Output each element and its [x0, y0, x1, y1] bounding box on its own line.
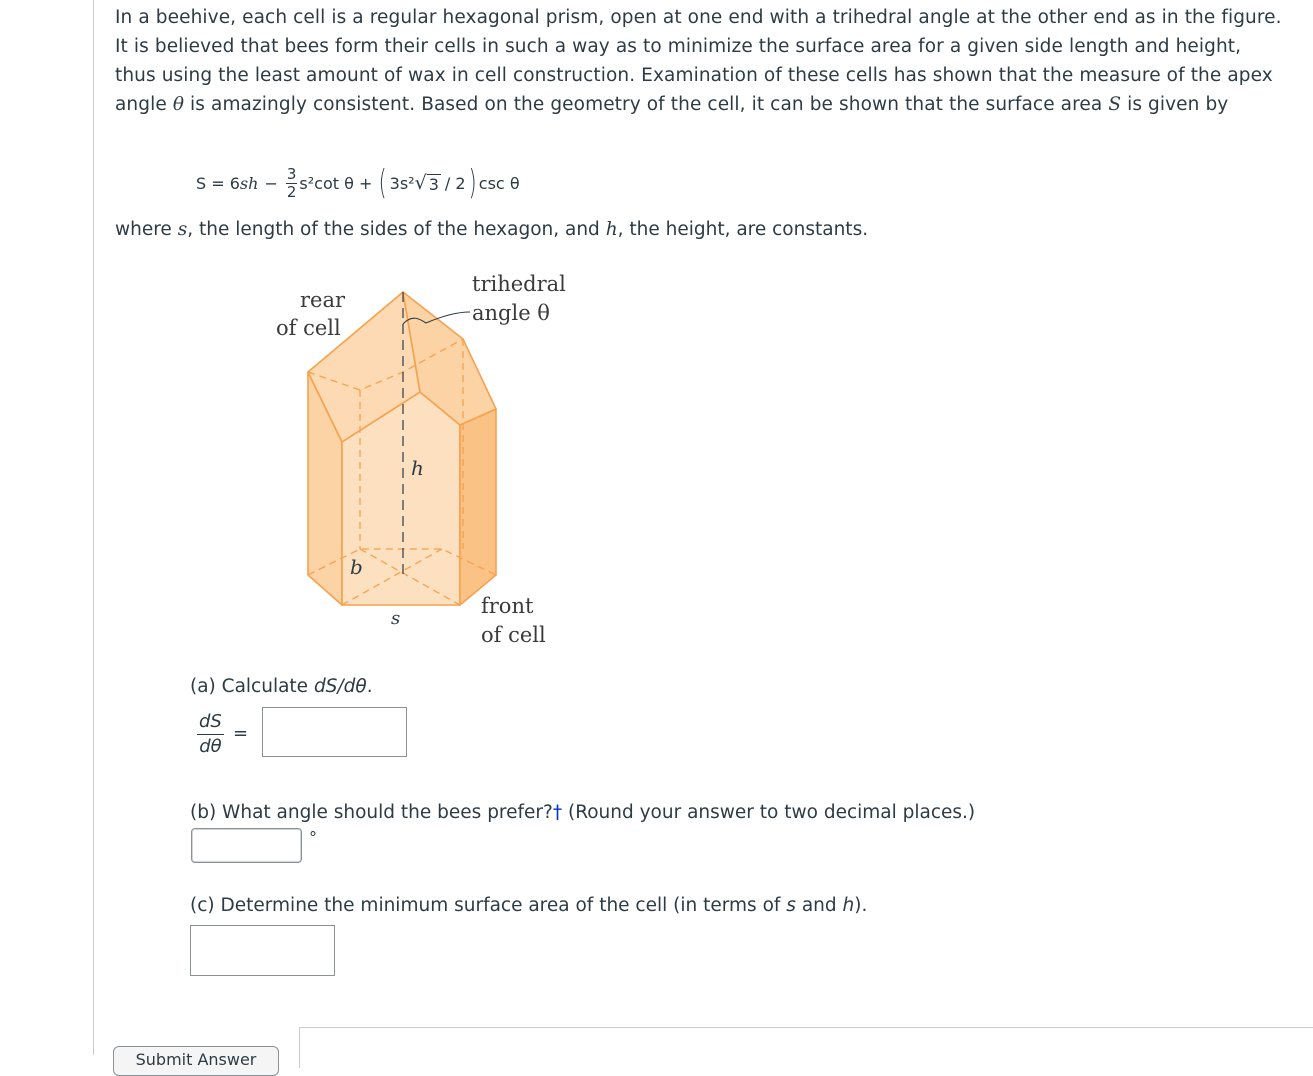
- part-a-text-2: .: [366, 676, 373, 697]
- formula-frac-num: 3: [286, 164, 297, 183]
- part-c-question: [190, 895, 867, 916]
- front-label-1: front: [481, 594, 534, 618]
- part-a-derivative: [197, 710, 224, 759]
- trihedral-label-1: trihedral: [472, 272, 566, 296]
- problem-intro: [115, 3, 1285, 119]
- part-a-denominator: dθ: [199, 736, 222, 757]
- where-s: s: [177, 219, 188, 240]
- part-a-equals: =: [233, 723, 249, 744]
- formula-tail: csc θ: [478, 173, 520, 193]
- rear-label-2: of cell: [276, 316, 341, 340]
- formula-fraction: [286, 166, 298, 201]
- where-text-2: , the length of the sides of the hexagon, and: [187, 219, 606, 240]
- h-label: h: [411, 456, 424, 480]
- part-c-h: h: [842, 895, 855, 916]
- intro-theta: θ: [172, 94, 185, 115]
- formula-inner: 3s²: [389, 173, 415, 193]
- intro-text-3: is given by: [1121, 94, 1229, 115]
- part-b-answer-input[interactable]: [191, 828, 302, 863]
- front-label-2: of cell: [481, 623, 546, 647]
- formula-frac-den: 2: [286, 182, 297, 201]
- part-c-text-2: ).: [854, 895, 868, 916]
- b-label: b: [350, 555, 363, 579]
- part-a-numerator: dS: [197, 710, 224, 735]
- where-h: h: [605, 219, 618, 240]
- formula-divide: / 2: [444, 173, 466, 193]
- part-c-answer-input[interactable]: [190, 925, 335, 976]
- part-a-text-1: (a) Calculate: [190, 676, 314, 697]
- bottom-panel: [299, 1027, 1313, 1068]
- degree-unit: °: [309, 828, 317, 847]
- part-c-s: s: [786, 895, 796, 916]
- left-divider: [93, 0, 94, 1055]
- formula-sh: sh: [239, 173, 259, 193]
- constants-note: [115, 219, 868, 240]
- part-b-text-1: (b) What angle should the bees prefer?: [190, 802, 553, 823]
- part-a-question: [190, 676, 373, 697]
- intro-S: S: [1108, 94, 1122, 115]
- part-c-text-1: (c) Determine the minimum surface area of the cell (in terms of: [190, 895, 787, 916]
- surface-area-formula: [196, 160, 520, 206]
- intro-text-1: In a beehive, each cell is a regular hexagonal prism, open at one end with a trihedral angle at the other end as in the figure. It is believed that bees form their cells in such a way as to minimize the surface area for a given side length and height, thus using the least amount of wax in cell construction. Examination of these cells has shown that the measure of the apex angle: [115, 7, 1282, 115]
- cell-right-face: [460, 409, 496, 605]
- part-b-text-2: (Round your answer to two decimal places.): [562, 802, 976, 823]
- part-a-expr: dS/dθ: [313, 676, 367, 697]
- formula-sqrt: √ 3: [414, 172, 439, 194]
- part-b-question: [190, 802, 975, 823]
- formula-close-paren: ): [468, 163, 477, 203]
- rear-label-1: rear: [300, 288, 346, 312]
- formula-radicand: 3: [428, 175, 439, 194]
- where-text-1: where: [115, 219, 178, 240]
- part-b-dagger-link[interactable]: †: [552, 802, 563, 823]
- where-text-3: , the height, are constants.: [617, 219, 869, 240]
- formula-lhs: S = 6: [196, 173, 240, 193]
- part-c-and: and: [795, 895, 843, 916]
- submit-answer-button[interactable]: Submit Answer: [113, 1046, 279, 1076]
- intro-text-2: is amazingly consistent. Based on the geometry of the cell, it can be shown that the surface area: [184, 94, 1109, 115]
- formula-open-paren: (: [379, 163, 387, 203]
- beehive-cell-figure: [260, 262, 580, 657]
- formula-minus: −: [264, 173, 278, 193]
- part-a-answer-input[interactable]: [262, 707, 407, 757]
- s-label: s: [391, 608, 401, 629]
- formula-term2: s²cot θ +: [299, 173, 373, 193]
- trihedral-label-2: angle θ: [472, 301, 550, 325]
